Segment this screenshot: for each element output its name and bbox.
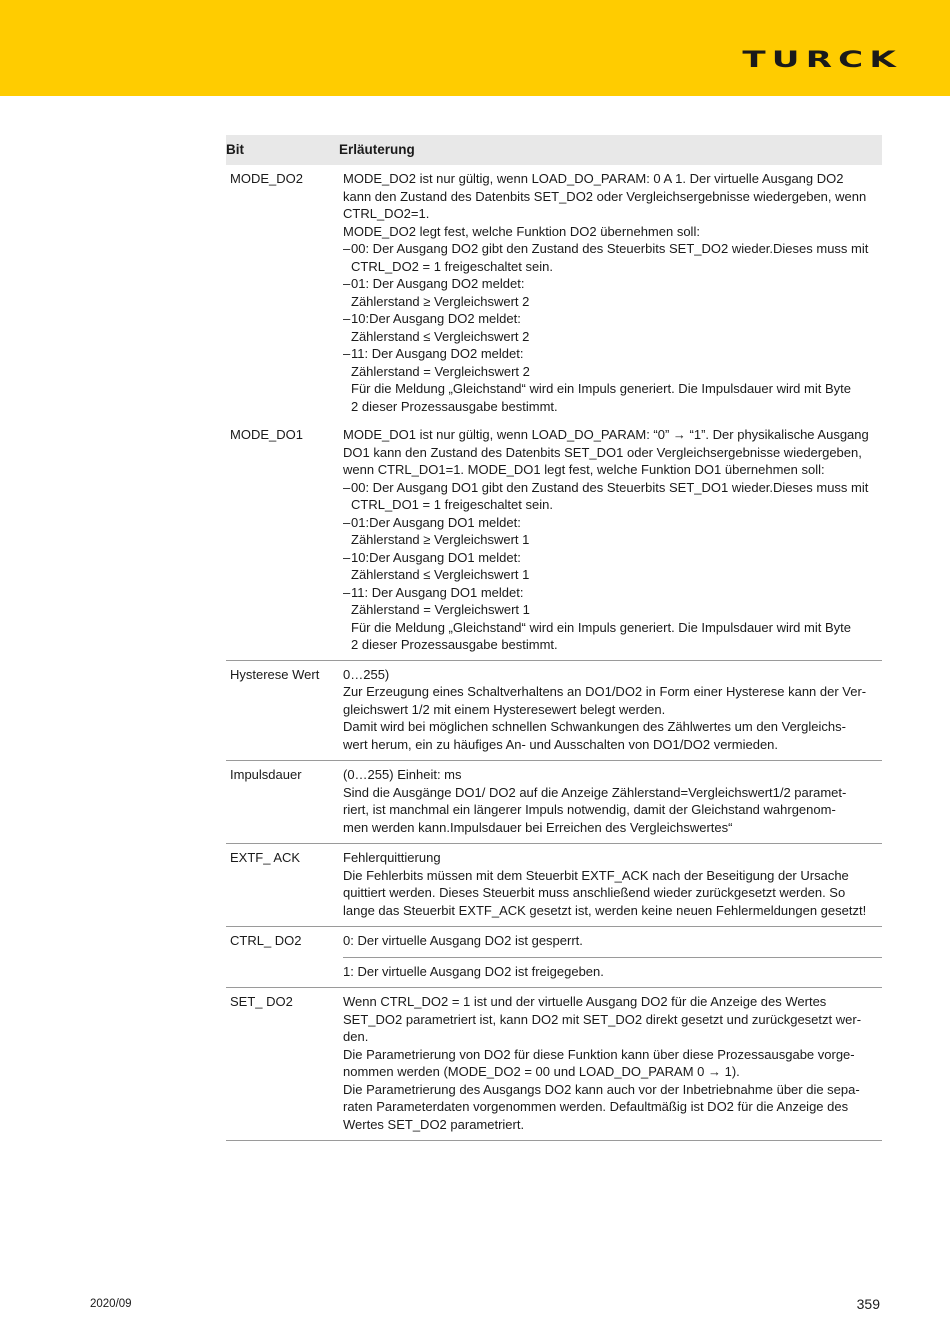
text-line: MODE_DO2 legt fest, welche Funktion DO2 übernehmen soll: — [343, 223, 700, 239]
table-header — [226, 135, 882, 165]
list-item-cont: Zählerstand ≥ Vergleichswert 2 — [351, 293, 530, 309]
row-label: MODE_DO2 — [230, 171, 303, 186]
table-row-impulsdauer — [226, 761, 882, 843]
list-item-cont: Zählerstand ≤ Vergleichswert 1 — [351, 567, 530, 582]
list-item-cont: Für die Meldung „Gleichstand“ wird ein Impuls generiert. Die Impulsdauer wird mit Byte — [351, 381, 851, 396]
list-item-cont: 2 dieser Prozessausgabe bestimmt. — [351, 398, 558, 414]
text-line: Die Parametrierung des Ausgangs DO2 kann auch vor der Inbetriebnahme über die sepa- — [343, 1081, 860, 1097]
page-number: 359 — [856, 1296, 880, 1312]
text-line: MODE_DO1 ist nur gültig, wenn LOAD_DO_PARAM: “0” → “1”. Der physikalische Ausgang — [343, 427, 869, 442]
text-line: Damit wird bei möglichen schnellen Schwankungen des Zählwertes um den Vergleichs- — [343, 719, 846, 734]
text-line: gleichswert 1/2 mit einem Hysteresewert belegt werden. — [343, 701, 666, 717]
list-item-cont: CTRL_DO1 = 1 freigeschaltet sein. — [351, 497, 553, 512]
text-line: Wertes SET_DO2 parametriert. — [343, 1116, 525, 1132]
table-row-hysterese — [226, 661, 882, 761]
text-line: wert herum, ein zu häufiges An- und Ausschalten von DO1/DO2 vermieden. — [343, 736, 779, 752]
row-description — [343, 170, 882, 415]
bit-table — [226, 135, 882, 1141]
list-item: –01:Der Ausgang DO1 meldet: — [343, 514, 521, 530]
text-line: 1: Der virtuelle Ausgang DO2 ist freigegeben. — [343, 963, 604, 979]
text-line: Die Parametrierung von DO2 für diese Funktion kann über diese Prozessausgabe vorge- — [343, 1046, 855, 1062]
text-line: SET_DO2 parametriert ist, kann DO2 mit SET_DO2 direkt gesetzt und zurückgesetzt wer- — [343, 1011, 862, 1027]
text-line: DO1 kann den Zustand des Datenbits SET_DO1 oder Vergleichsergebnisse wiedergeben, — [343, 444, 862, 460]
text-line: 0: Der virtuelle Ausgang DO2 ist gesperrt. — [343, 933, 583, 948]
row-label: Impulsdauer — [230, 767, 302, 782]
table-row-ctrl-do2 — [226, 927, 882, 957]
row-description — [343, 766, 882, 836]
list-item: –10:Der Ausgang DO1 meldet: — [343, 549, 521, 565]
text-line: Die Fehlerbits müssen mit dem Steuerbit EXTF_ACK nach der Beseitigung der Ursache — [343, 867, 849, 883]
text-line: lange das Steuerbit EXTF_ACK gesetzt ist, werden keine neuen Fehlermeldungen gesetzt! — [343, 902, 867, 918]
row-description — [343, 666, 882, 754]
text-line: Fehlerquittierung — [343, 850, 441, 865]
row-label: SET_ DO2 — [230, 994, 293, 1009]
row-description — [343, 963, 882, 981]
text-line: kann den Zustand des Datenbits SET_DO2 oder Vergleichsergebnisse wiedergeben, wenn — [343, 188, 867, 204]
text-line: CTRL_DO2=1. — [343, 206, 430, 221]
table-row-mode-do1 — [226, 421, 882, 660]
list-item: –11: Der Ausgang DO1 meldet: — [343, 584, 524, 600]
list-item-cont: Für die Meldung „Gleichstand“ wird ein Impuls generiert. Die Impulsdauer wird mit Byte — [351, 619, 851, 635]
list-item-cont: CTRL_DO2 = 1 freigeschaltet sein. — [351, 258, 553, 274]
list-item-cont: Zählerstand ≤ Vergleichswert 2 — [351, 328, 530, 344]
text-line: Zur Erzeugung eines Schaltverhaltens an DO1/DO2 in Form einer Hysterese kann der Ver- — [343, 684, 867, 699]
text-line: raten Parameterdaten vorgenommen werden. Defaultmäßig ist DO2 für die Anzeige des — [343, 1099, 849, 1114]
list-item: –00: Der Ausgang DO2 gibt den Zustand des Steuerbits SET_DO2 wieder.Dieses muss mit — [343, 241, 869, 256]
row-description — [343, 993, 882, 1133]
turck-logo: TURCK — [742, 48, 902, 73]
list-item-cont: Zählerstand = Vergleichswert 2 — [351, 363, 530, 379]
text-line: nommen werden (MODE_DO2 = 00 und LOAD_DO_PARAM 0 → 1). — [343, 1064, 740, 1079]
row-description — [343, 932, 882, 950]
text-line: Wenn CTRL_DO2 = 1 ist und der virtuelle Ausgang DO2 für die Anzeige des Wertes — [343, 994, 827, 1009]
list-item: –00: Der Ausgang DO1 gibt den Zustand des Steuerbits SET_DO1 wieder.Dieses muss mit — [343, 479, 869, 495]
text-line: wenn CTRL_DO1=1. MODE_DO1 legt fest, welche Funktion DO1 übernehmen soll: — [343, 462, 825, 477]
row-description — [343, 849, 882, 919]
empty-cell — [226, 963, 343, 981]
row-label: CTRL_ DO2 — [230, 933, 302, 948]
list-item: –01: Der Ausgang DO2 meldet: — [343, 276, 525, 291]
list-item-cont: 2 dieser Prozessausgabe bestimmt. — [351, 637, 558, 652]
row-description — [343, 426, 882, 654]
list-item-cont: Zählerstand = Vergleichswert 1 — [351, 602, 530, 617]
text-line: riert, ist manchmal ein längerer Impuls notwendig, damit der Gleichstand wahrgenom- — [343, 802, 836, 817]
header-erlaeuterung: Erläuterung — [339, 142, 415, 158]
text-line: men werden kann.Impulsdauer bei Erreichen des Vergleichswertes“ — [343, 819, 733, 835]
list-item: –10:Der Ausgang DO2 meldet: — [343, 311, 521, 326]
list-item: –11: Der Ausgang DO2 meldet: — [343, 346, 524, 361]
text-line: Sind die Ausgänge DO1/ DO2 auf die Anzeige Zählerstand=Vergleichswert1/2 paramet- — [343, 784, 847, 800]
text-line: 0…255) — [343, 666, 390, 682]
list-item-cont: Zählerstand ≥ Vergleichswert 1 — [351, 532, 530, 547]
header-bit: Bit — [226, 142, 244, 158]
row-label: EXTF_ ACK — [230, 850, 301, 865]
table-row-set-do2 — [226, 988, 882, 1140]
table-row-mode-do2 — [226, 165, 882, 421]
table-row-ctrl-do2-b — [226, 958, 882, 988]
row-divider — [226, 1140, 882, 1141]
table-row-extf-ack — [226, 844, 882, 926]
text-line: quittiert werden. Dieses Steuerbit muss anschließend wieder zurückgesetzt werden. So — [343, 885, 846, 900]
row-label: Hysterese Wert — [230, 666, 320, 682]
text-line: den. — [343, 1029, 369, 1044]
text-line: (0…255) Einheit: ms — [343, 767, 462, 782]
text-line: MODE_DO2 ist nur gültig, wenn LOAD_DO_PARAM: 0 A 1. Der virtuelle Ausgang DO2 — [343, 171, 844, 186]
row-label: MODE_DO1 — [230, 427, 303, 442]
footer-date: 2020/09 — [90, 1298, 132, 1310]
